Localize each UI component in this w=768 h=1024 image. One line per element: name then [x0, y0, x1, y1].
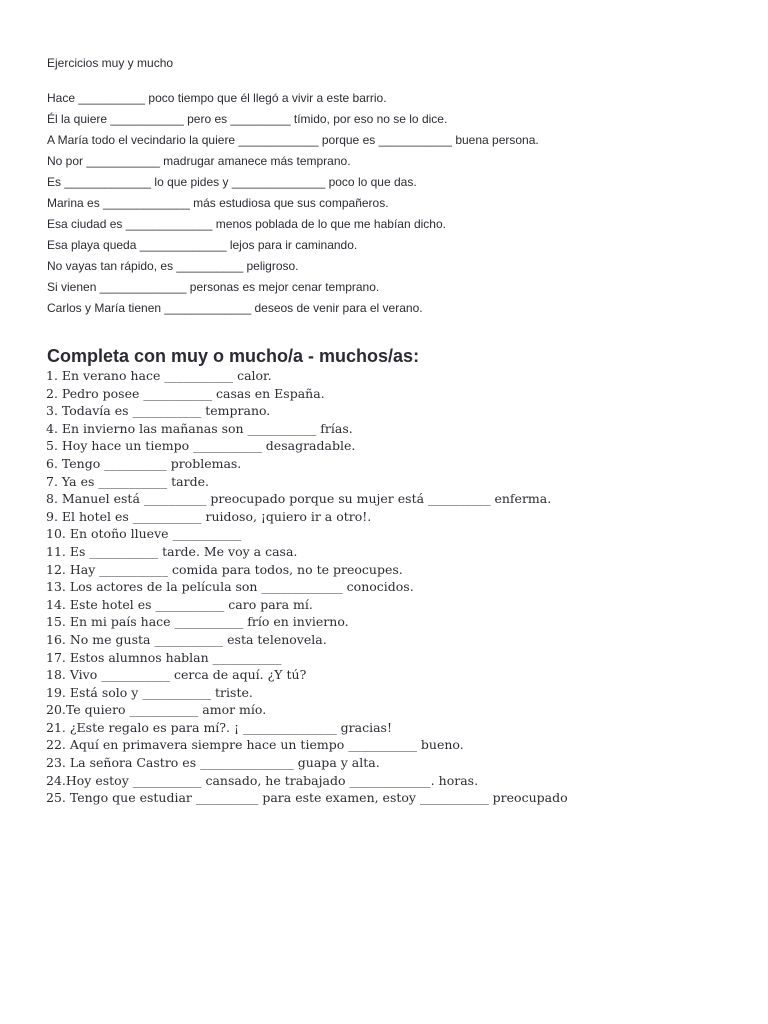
- numbered-exercise: 23. La señora Castro es _______________ guapa y alta.: [46, 755, 380, 771]
- numbered-exercise: 11. Es ___________ tarde. Me voy a casa.: [46, 543, 298, 559]
- exercise-sentence: Él la quiere ___________ pero es _________ tímido, por eso no se lo dice.: [47, 112, 448, 126]
- numbered-exercise: 4. En invierno las mañanas son ___________ frías.: [46, 420, 353, 436]
- numbered-exercise: 12. Hay ___________ comida para todos, no te preocupes.: [46, 561, 403, 577]
- exercise-sentence: Esa playa queda _____________ lejos para ir caminando.: [47, 238, 358, 252]
- page-title: Ejercicios muy y mucho: [47, 56, 174, 70]
- numbered-exercise: 7. Ya es ___________ tarde.: [46, 473, 209, 489]
- section-heading: Completa con muy o mucho/a - muchos/as:: [47, 346, 420, 366]
- exercise-sentence: A María todo el vecindario la quiere ____________ porque es ___________ buena persona.: [47, 133, 539, 147]
- numbered-exercise: 8. Manuel está __________ preocupado porque su mujer está __________ enferma.: [46, 491, 552, 507]
- numbered-exercise: 21. ¿Este regalo es para mí?. ¡ _______________ gracias!: [46, 719, 392, 735]
- exercise-list-muy-mucho: [47, 90, 539, 321]
- numbered-exercise: 13. Los actores de la película son _____________ conocidos.: [46, 579, 414, 595]
- numbered-exercise: 18. Vivo ___________ cerca de aquí. ¿Y tú?: [46, 667, 307, 683]
- exercise-sentence: Carlos y María tienen _____________ deseos de venir para el verano.: [47, 301, 423, 315]
- numbered-exercise: 20.Te quiero ___________ amor mío.: [46, 702, 267, 718]
- numbered-exercise: 15. En mi país hace ___________ frío en invierno.: [46, 614, 349, 630]
- numbered-exercise: 2. Pedro posee ___________ casas en España.: [46, 385, 325, 401]
- numbered-exercise: 5. Hoy hace un tiempo ___________ desagradable.: [46, 438, 356, 454]
- numbered-exercise: 6. Tengo __________ problemas.: [46, 455, 242, 471]
- numbered-exercise: 3. Todavía es ___________ temprano.: [46, 403, 271, 419]
- numbered-exercise: 10. En otoño llueve ___________: [46, 526, 242, 542]
- exercise-list-completa: [46, 367, 568, 807]
- numbered-exercise: 17. Estos alumnos hablan ___________: [46, 649, 282, 665]
- numbered-exercise: 9. El hotel es ___________ ruidoso, ¡quiero ir a otro!.: [46, 508, 372, 524]
- exercise-sentence: Hace __________ poco tiempo que él llegó a vivir a este barrio.: [47, 91, 387, 105]
- numbered-exercise: 1. En verano hace ___________ calor.: [46, 368, 272, 383]
- exercise-sentence: Es _____________ lo que pides y ______________ poco lo que das.: [47, 175, 417, 189]
- numbered-exercise: 22. Aquí en primavera siempre hace un tiempo ___________ bueno.: [46, 737, 464, 753]
- exercise-sentence: Si vienen _____________ personas es mejor cenar temprano.: [47, 280, 380, 294]
- exercise-sentence: Marina es _____________ más estudiosa que sus compañeros.: [47, 196, 389, 210]
- numbered-exercise: 16. No me gusta ___________ esta telenovela.: [46, 631, 327, 647]
- numbered-exercise: 14. Este hotel es ___________ caro para mí.: [46, 596, 313, 612]
- numbered-exercise: 19. Está solo y ___________ triste.: [46, 684, 253, 700]
- numbered-exercise: 25. Tengo que estudiar __________ para este examen, estoy ___________ preocupado: [46, 790, 568, 806]
- exercise-sentence: Esa ciudad es _____________ menos poblada de lo que me habían dicho.: [47, 217, 446, 231]
- exercise-sentence: No por ___________ madrugar amanece más temprano.: [47, 154, 351, 168]
- exercise-sentence: No vayas tan rápido, es __________ peligroso.: [47, 259, 299, 273]
- numbered-exercise: 24.Hoy estoy ___________ cansado, he trabajado _____________. horas.: [46, 772, 479, 788]
